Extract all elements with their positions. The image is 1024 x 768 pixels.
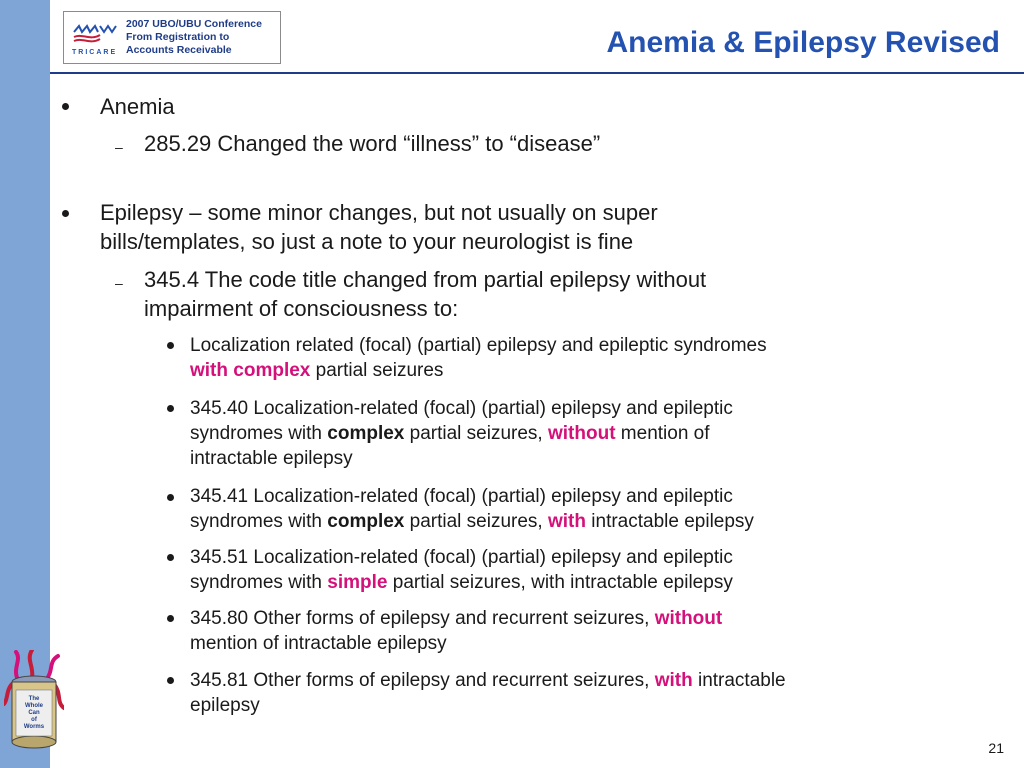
emphasis-text: simple: [327, 572, 388, 593]
mascot-label-1: The: [28, 696, 40, 702]
anemia-sub-bullet: 285.29 Changed the word “illness” to “disease”: [144, 131, 601, 156]
dash-icon: –: [115, 275, 123, 291]
bullet-epilepsy-line-2: bills/templates, so just a note to your neurologist is fine: [100, 229, 634, 254]
emphasis-text: without: [548, 423, 616, 444]
logo-brand-text: TRICARE: [72, 49, 118, 56]
bullet-icon: [167, 342, 174, 349]
bullet-icon: [167, 554, 174, 561]
code-item-345-80: 345.80 Other forms of epilepsy and recurrent seizures, without mention of intractable epilepsy: [190, 608, 723, 654]
emphasis-text: with: [654, 670, 693, 691]
bullet-icon: [62, 210, 69, 217]
mascot-label-3: Can: [28, 710, 40, 716]
emphasis-text: without: [654, 608, 723, 629]
mascot-label-4: of: [31, 717, 37, 723]
epilepsy-sub-line-1: 345.4 The code title changed from partial epilepsy without: [144, 267, 707, 292]
bullet-icon: [167, 494, 174, 501]
code-item-345-41: 345.41 Localization-related (focal) (partial) epilepsy and epileptic syndromes with complex partial seizures, with intractable epilepsy: [190, 486, 754, 532]
bullet-icon: [167, 405, 174, 412]
logo-line-2: From Registration to: [126, 31, 230, 43]
code-item-345-81: 345.81 Other forms of epilepsy and recurrent seizures, with intractable epilepsy: [190, 670, 786, 716]
dash-icon: –: [115, 139, 123, 155]
code-item-1: Localization related (focal) (partial) epilepsy and epileptic syndromes with complex partial seizures: [190, 335, 767, 381]
logo-line-1: 2007 UBO/UBU Conference: [126, 18, 262, 30]
code-item-345-51: 345.51 Localization-related (focal) (partial) epilepsy and epileptic syndromes with simple partial seizures, with intractable epilepsy: [190, 547, 733, 593]
epilepsy-sub-line-2: impairment of consciousness to:: [144, 296, 459, 321]
emphasis-text: with complex: [190, 360, 311, 381]
bullet-anemia: Anemia: [100, 94, 175, 119]
emphasis-text: with: [548, 511, 586, 532]
bullet-epilepsy-line-1: Epilepsy – some minor changes, but not usually on super: [100, 200, 658, 225]
bullet-icon: [167, 677, 174, 684]
logo-line-3: Accounts Receivable: [126, 44, 232, 56]
mascot-label-5: Worms: [23, 724, 45, 730]
bullet-icon: [62, 103, 69, 110]
bullet-icon: [167, 615, 174, 622]
slide-title: Anemia & Epilepsy Revised: [606, 26, 1000, 59]
can-of-worms-icon: [4, 650, 64, 750]
code-item-345-40: 345.40 Localization-related (focal) (partial) epilepsy and epileptic syndromes with complex partial seizures, without mention of intractable epilepsy: [190, 398, 733, 469]
page-number: 21: [988, 740, 1004, 756]
mascot-label-2: Whole: [25, 703, 43, 709]
